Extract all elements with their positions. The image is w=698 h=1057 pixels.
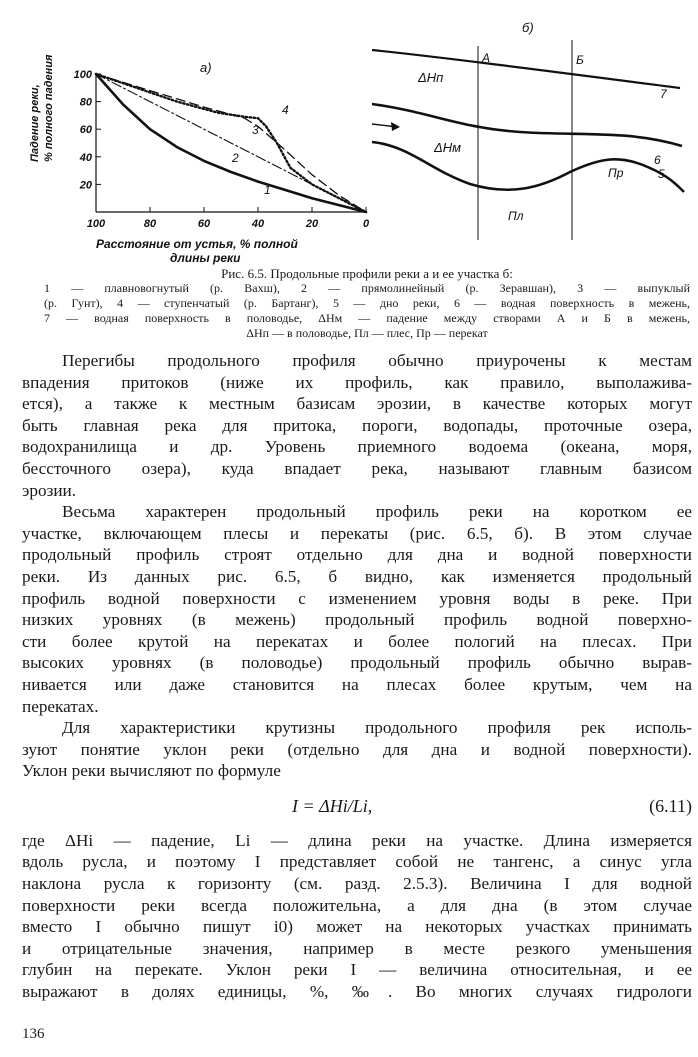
formula-6-11 [22, 786, 692, 830]
y-axis-label [29, 54, 55, 162]
p4-line: глубин на перекате. Уклон реки I — величина относительная, и ее [22, 960, 692, 980]
y-tick-label: 40 [79, 151, 92, 164]
caption-line-1: 1 — плавновогнутый (р. Вахш), 2 — прямолинейный (р. Зеравшан), 3 — выпуклый [44, 281, 690, 295]
page-number: 136 [22, 1026, 45, 1042]
panel-b-label: б) [522, 20, 534, 35]
y-tick-label: 60 [79, 124, 92, 137]
x-axis-label [96, 237, 298, 265]
p4-line: где ΔHi — падение, Li — длина реки на участке. Длина измеряется [22, 830, 692, 850]
caption-line-4: ΔHп — в половодье, Пл — плес, Пр — перекат [246, 326, 488, 340]
curve-label-1: 1 [264, 183, 271, 197]
formula-number: (6.11) [649, 795, 692, 816]
curve-label-4: 4 [282, 103, 289, 117]
curve-label-5: 5 [658, 167, 665, 181]
p4-line: поверхности реки всегда положительна, а для дна (в этом случае [22, 895, 692, 915]
caption-line-2: (р. Гунт), 4 — ступенчатый (р. Бартанг), 5 — дно реки, 6 — водная поверхность в межень, [44, 296, 690, 310]
p1-line: Перегибы продольного профиля обычно приурочены к местам [62, 351, 692, 370]
y-tick-label: 80 [79, 96, 92, 109]
p4-line: и отрицательные значения, например в месте резкого уменьшения [22, 938, 692, 958]
p2-line: продольный профиль строят отдельно для дна и водной поверхности [22, 545, 692, 565]
p1-line: бессточного озера), куда впадает река, называют главным базисом [22, 458, 692, 478]
figure-svg [20, 12, 698, 274]
y-axis-label-line1: Падение реки, [29, 84, 41, 162]
p3-line: зуют понятие уклон реки (отдельно для дна и водной поверхности). [22, 739, 692, 759]
curve-label-6: 6 [654, 153, 661, 167]
panel-a-label: а) [200, 60, 212, 75]
p1-line: быть главная река для притока, пороги, водопады, проточные озера, [22, 415, 692, 435]
figure-caption [44, 266, 690, 341]
caption-line-3: 7 — водная поверхность в половодье, ΔHм — падение между створами А и Б в межень, [44, 311, 690, 325]
caption-title: Рис. 6.5. Продольные профили реки а и ее участка б: [221, 266, 513, 281]
x-tick-label: 100 [86, 218, 106, 230]
x-tick-label: 20 [305, 218, 319, 230]
formula-expression: I = ΔHi/Li, [292, 795, 373, 816]
p1-line: водохранилища и др. Уровень приемного водоема (океана, моря, [22, 437, 692, 457]
p2-line: низких уровнях (в межень) продольный профиль водной поверхно- [22, 610, 692, 630]
p1-line: ется), а также к местным базисам эрозии, в качестве которых могут [22, 394, 692, 414]
y-axis-label-line2: % полного падения [43, 54, 55, 162]
p4-line: выражают в долях единицы, %, ‰. Во многих случаях гидрологи [22, 982, 692, 1002]
p2-line: сти более крутой на перекатах и более пологий на плесах. При [22, 631, 692, 651]
x-tick-label: 0 [362, 218, 370, 230]
p2-line: высоких уровнях (в половодье) продольный профиль обычно вырав- [22, 653, 692, 673]
p2-line: профиль водной поверхности с изменением уровня воды в реке. При [22, 588, 692, 608]
delta-h-flood-label: ΔHп [418, 70, 444, 85]
x-ticks [87, 207, 370, 230]
paragraph-4 [22, 830, 692, 1003]
p2-line: реки. Из данных рис. 6.5, б видно, как изменяется продольный [22, 566, 692, 586]
p3-line: Для характеристики крутизны продольного профиля рек исполь- [62, 718, 692, 738]
curve-label-3: 3 [252, 123, 259, 137]
x-tick-label: 80 [143, 218, 157, 230]
p2-line: перекатах. [22, 696, 99, 716]
section-b-label: Б [576, 53, 584, 67]
low-water-surface-line [372, 104, 682, 146]
y-tick-label: 100 [73, 69, 92, 81]
paragraph-3 [22, 717, 692, 782]
river-bed-line [372, 142, 684, 192]
x-tick-label: 60 [197, 218, 211, 230]
x-tick-label: 40 [251, 218, 265, 230]
riffle-label: Пр [608, 166, 624, 180]
profile-curves [96, 74, 366, 212]
p1-line: эрозии. [22, 480, 77, 500]
x-axis-label-line2: длины реки [170, 251, 241, 265]
paragraph-2 [22, 501, 692, 717]
p2-line: участке, включающем плесы и перекаты (рис. 6.5, б). В этом случае [22, 523, 692, 543]
flow-arrow-head [391, 122, 400, 131]
x-axis-label-line1: Расстояние от устья, % полной [96, 237, 298, 251]
p3-line: Уклон реки вычисляют по формуле [22, 761, 281, 781]
p1-line: впадения притоков (ниже их профиль, как правило, выполажива- [22, 372, 692, 392]
paragraph-1 [22, 350, 692, 501]
curve-label-2: 2 [232, 151, 239, 165]
body-text [22, 350, 692, 1003]
delta-h-low-label: ΔHм [434, 140, 462, 155]
figure-6-5 [20, 12, 698, 274]
curve-label-7: 7 [660, 87, 667, 101]
p4-line: вместо I обычно пишут i0) может на некоторых участках принимать [22, 917, 692, 937]
pool-label: Пл [508, 209, 524, 223]
section-a-label: А [482, 51, 491, 65]
y-ticks [74, 69, 101, 191]
y-tick-label: 20 [79, 179, 92, 192]
p4-line: наклона русла к горизонту (см. разд. 2.5.3). Величина I для водной [22, 874, 692, 894]
p4-line: вдоль русла, и поэтому I представляет собой не тангенс, а синус угла [22, 852, 692, 872]
p2-line: нивается или даже становится на плесах более крутым, чем на [22, 674, 692, 694]
p2-line: Весьма характерен продольный профиль реки на коротком ее [62, 502, 692, 522]
